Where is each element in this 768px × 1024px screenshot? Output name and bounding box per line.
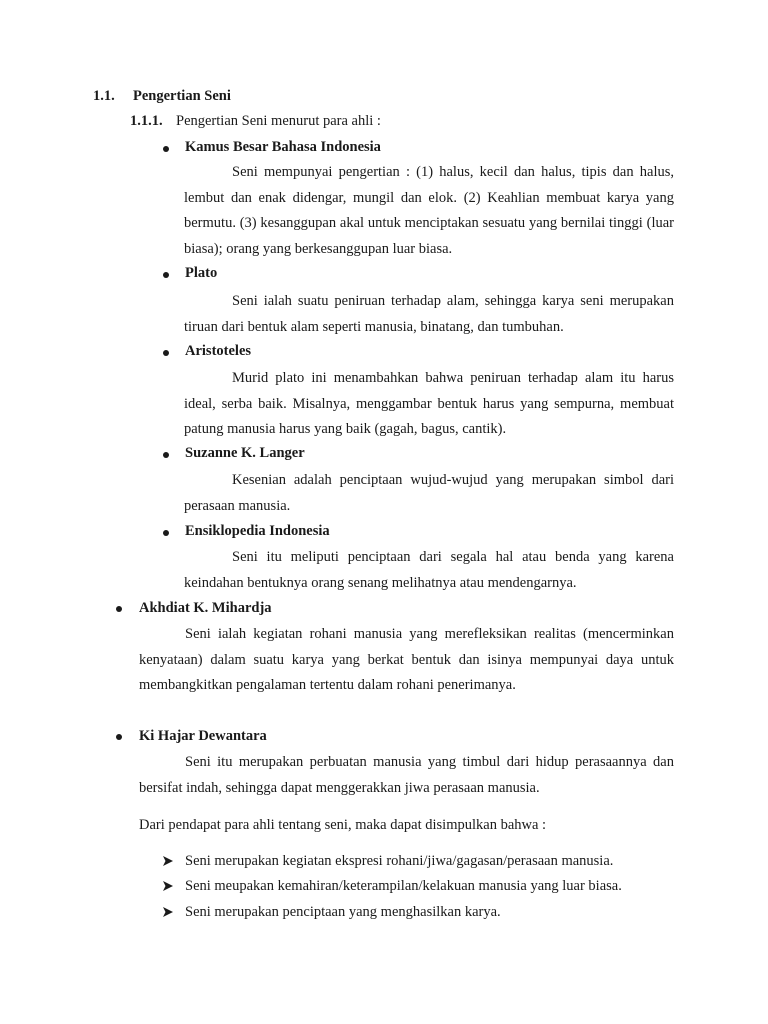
- bullet-dot-icon: [163, 350, 169, 356]
- conclusion-intro: Dari pendapat para ahli tentang seni, maka dapat disimpulkan bahwa :: [139, 817, 547, 833]
- bullet-dot-icon: [163, 530, 169, 536]
- expert-definition: Seni mempunyai pengertian : (1) halus, kecil dan halus, tipis dan halus, lembut dan enak didengar, mungil dan elok. (2) Keahlian membuat karya yang bermutu. (3) kesanggupan akal untuk menciptakan sesuatu yang bernilai tinggi (luar biasa); orang yang berkesanggupan luar biasa.: [184, 164, 674, 258]
- bullet-dot-icon: [163, 146, 169, 152]
- subsection-title: Pengertian Seni menurut para ahli :: [176, 113, 381, 129]
- arrow-bullet-icon: [162, 855, 174, 867]
- conclusion-item: Seni merupakan kegiatan ekspresi rohani/jiwa/gagasan/perasaan manusia.: [185, 853, 614, 869]
- expert-name: Plato: [185, 265, 218, 281]
- arrow-bullet-icon: [162, 880, 174, 892]
- expert-definition: Seni itu meliputi penciptaan dari segala hal atau benda yang karena keindahan bentuknya orang senang melihatnya atau mendengarnya.: [184, 549, 674, 591]
- bullet-dot-icon: [163, 452, 169, 458]
- arrow-bullet-icon: [162, 906, 174, 918]
- expert-definition: Murid plato ini menambahkan bahwa peniruan terhadap alam itu harus ideal, serba baik. Misalnya, menggambar bentuk harus yang sempurna, membuat patung manusia harus yang baik (gagah, bagus, cantik).: [184, 370, 674, 438]
- expert-name: Ensiklopedia Indonesia: [185, 523, 330, 539]
- expert-name: Ki Hajar Dewantara: [139, 728, 267, 744]
- expert-definition: Seni ialah kegiatan rohani manusia yang merefleksikan realitas (mencerminkan kenyataan) dalam suatu karya yang berkat bentuk dan isinya mempunyai daya untuk membangkitkan pengalaman tertentu dalam rohani penerimanya.: [139, 626, 674, 694]
- expert-definition: Seni ialah suatu peniruan terhadap alam, sehingga karya seni merupakan tiruan dari bentuk alam seperti manusia, binatang, dan tumbuhan.: [184, 293, 674, 335]
- expert-name: Aristoteles: [185, 343, 252, 359]
- bullet-dot-icon: [116, 606, 122, 612]
- expert-definition: Seni itu merupakan perbuatan manusia yang timbul dari hidup perasaannya dan bersifat indah, sehingga dapat menggerakkan jiwa perasaan manusia.: [139, 754, 674, 796]
- bullet-dot-icon: [116, 734, 122, 740]
- section-number: 1.1.: [93, 88, 115, 104]
- section-title: Pengertian Seni: [133, 88, 231, 104]
- bullet-dot-icon: [163, 272, 169, 278]
- conclusion-item: Seni merupakan penciptaan yang menghasilkan karya.: [185, 904, 501, 920]
- expert-definition: Kesenian adalah penciptaan wujud-wujud yang merupakan simbol dari perasaan manusia.: [184, 472, 674, 514]
- conclusion-item: Seni meupakan kemahiran/keterampilan/kelakuan manusia yang luar biasa.: [185, 878, 622, 894]
- expert-name: Suzanne K. Langer: [185, 445, 305, 461]
- subsection-number: 1.1.1.: [130, 113, 163, 129]
- expert-name: Kamus Besar Bahasa Indonesia: [185, 139, 381, 155]
- expert-name: Akhdiat K. Mihardja: [139, 600, 272, 616]
